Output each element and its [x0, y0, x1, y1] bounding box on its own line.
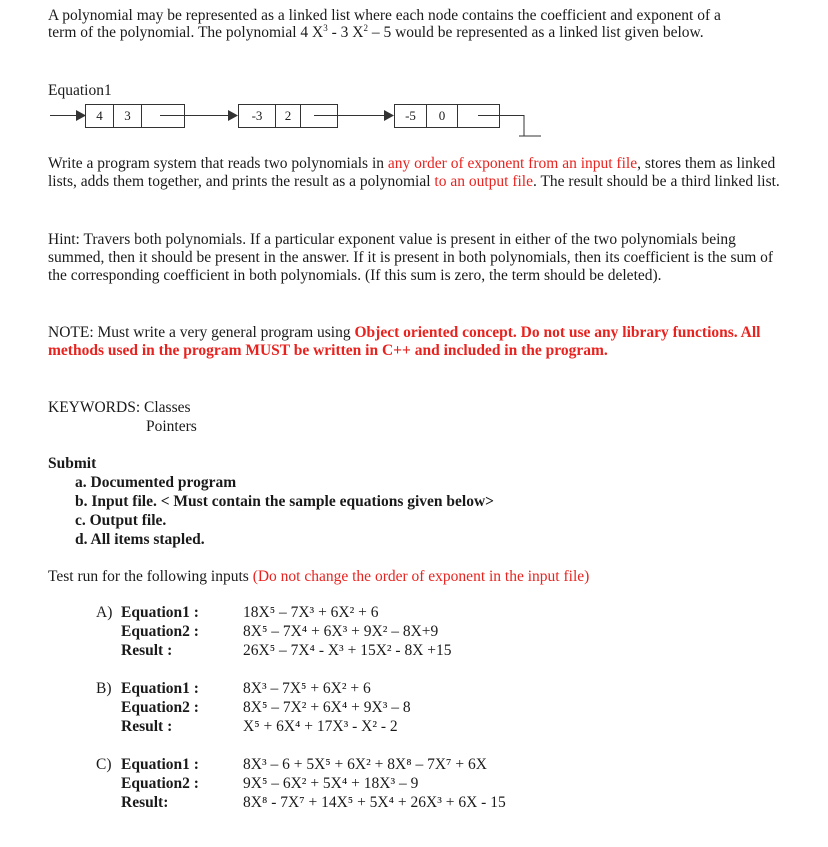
note-red-bold: Object oriented concept. Do not use any library functions. All methods used in the program MUST be written in C++ and included in the program. [48, 324, 761, 359]
case-a-equation-1: 18X⁵ – 7X³ + 6X² + 6 [243, 604, 379, 621]
case-b-equation-1: 8X³ – 7X⁵ + 6X² + 6 [243, 680, 371, 697]
case-a-label-2: Equation2 : [121, 623, 199, 640]
note-paragraph [48, 324, 783, 360]
note-prefix: NOTE: Must write a very general program using [48, 324, 355, 341]
intro-line-2-suffix: – 5 would be represented as a linked list given below. [367, 24, 704, 41]
case-c-label-2: Equation2 : [121, 775, 199, 792]
submit-item-d: d. All items stapled. [75, 531, 205, 548]
keywords-second: Pointers [146, 418, 197, 435]
case-c-label-1: Equation1 : [121, 756, 199, 773]
testrun-line [48, 568, 589, 586]
submit-item-c: c. Output file. [75, 512, 167, 529]
node-1-exponent: 3 [124, 108, 131, 123]
exponent-3: 3 [323, 23, 328, 33]
intro-line-1: A polynomial may be represented as a linked list where each node contains the coefficient and exponent of a [48, 7, 721, 24]
list-node-2 [238, 104, 338, 128]
testrun-red: (Do not change the order of exponent in the input file) [252, 568, 590, 585]
node-2-exponent: 2 [284, 108, 292, 123]
case-b-label-3: Result : [121, 718, 173, 735]
task-text-2: , stores them as linked lists, adds them together, and prints the result as a polynomial [48, 155, 776, 190]
intro-term-2: - 3 X [327, 24, 364, 41]
arrow-head-icon [228, 110, 238, 121]
case-b-result: X⁵ + 6X⁴ + 17X³ - X² - 2 [243, 718, 398, 735]
case-a-label-3: Result : [121, 642, 173, 659]
case-b-label-1: Equation1 : [121, 680, 199, 697]
diagram-label: Equation1 [48, 82, 112, 99]
case-b-letter: B) [96, 680, 112, 697]
submit-heading: Submit [48, 455, 97, 472]
list-node-1 [85, 104, 185, 128]
keywords-label: KEYWORDS: Classes [48, 399, 191, 416]
task-red-output-file: to an output file [434, 173, 533, 190]
case-c-letter: C) [96, 756, 112, 773]
submit-item-a: a. Documented program [75, 474, 237, 491]
arrow-head-icon [384, 110, 394, 121]
case-c-equation-2: 9X⁵ – 6X² + 5X⁴ + 18X³ – 9 [243, 775, 419, 792]
task-paragraph [48, 155, 788, 191]
case-c-result: 8X⁸ - 7X⁷ + 14X⁵ + 5X⁴ + 26X³ + 6X - 15 [243, 794, 506, 811]
list-node-3 [394, 104, 500, 128]
exponent-2: 2 [363, 23, 368, 33]
testrun-prefix: Test run for the following inputs [48, 568, 253, 585]
task-red-input-file: any order of exponent from an input file [387, 155, 638, 172]
node-2-coefficient: -3 [251, 108, 263, 123]
link-arrow-line [314, 115, 386, 116]
link-arrow-line [160, 115, 230, 116]
case-b-label-2: Equation2 : [121, 699, 199, 716]
case-a-equation-2: 8X⁵ – 7X⁴ + 6X³ + 9X² – 8X+9 [243, 623, 439, 640]
task-text-1: Write a program system that reads two polynomials in [48, 155, 388, 172]
intro-line-2-prefix: term of the polynomial. The polynomial 4 X [48, 24, 324, 41]
node-3-coefficient: -5 [405, 108, 416, 123]
task-text-3: . The result should be a third linked list. [532, 173, 780, 190]
case-b-equation-2: 8X⁵ – 7X² + 6X⁴ + 9X³ – 8 [243, 699, 411, 716]
case-a-letter: A) [96, 604, 113, 621]
submit-item-b: b. Input file. < Must contain the sample equations given below> [75, 493, 494, 510]
case-c-equation-1: 8X³ – 6 + 5X⁵ + 6X² + 8X⁸ – 7X⁷ + 6X [243, 756, 487, 773]
null-ground-icon [514, 104, 544, 138]
intro-line-2 [48, 24, 788, 42]
case-a-label-1: Equation1 : [121, 604, 199, 621]
node-3-exponent: 0 [438, 108, 446, 123]
node-1-coefficient: 4 [96, 108, 103, 123]
case-c-label-3: Result: [121, 794, 169, 811]
hint-paragraph: Hint: Travers both polynomials. If a particular exponent value is present in either of the two polynomials being summed, then it should be present in the answer. If it is present in both polynomials, then its coefficient is the sum of the corresponding coefficient in both polynomials. (If this sum is zero, the term should be deleted). [48, 231, 774, 284]
case-a-result: 26X⁵ – 7X⁴ - X³ + 15X² - 8X +15 [243, 642, 452, 659]
